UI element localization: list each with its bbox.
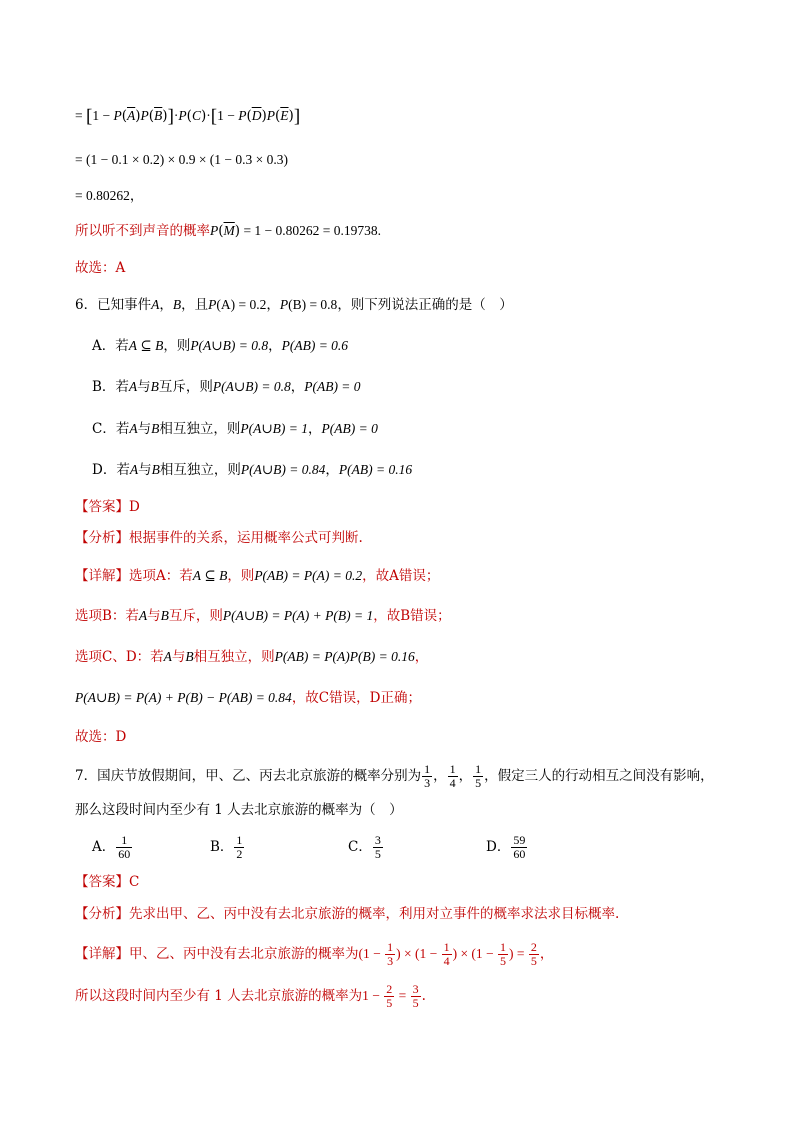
q6-analysis: 【分析】根据事件的关系，运用概率公式可判断. — [75, 530, 363, 546]
q6-detail-3: 选项C、D：若A与B相互独立，则P(AB) = P(A)P(B) = 0.16， — [75, 649, 429, 665]
q6-option-d: D．若A与B相互独立，则P(A∪B) = 0.84，P(AB) = 0.16 — [92, 462, 413, 478]
conclusion-line: 所以听不到声音的概率$P(\overline{M}) = 1 - 0.80262 = 0.19738$. — [75, 223, 382, 239]
q6-answer: 【答案】D — [75, 499, 140, 515]
q7-detail-2: 所以这段时间内至少有 1 人去北京旅游的概率为1 − $\frac{2}{5}$ = $\frac{3}{5}$ . — [75, 982, 426, 1010]
formula-line-3: = 0.80262， — [75, 188, 144, 203]
q7-option-c: C． $\frac{3}{5}$ — [348, 833, 381, 861]
q6-option-b: B．若A与B互斥，则P(A∪B) = 0.8，P(AB) = 0 — [92, 379, 361, 395]
q6-option-a: A．若A ⊆ B，则P(A∪B) = 0.8，P(AB) = 0.6 — [92, 338, 349, 354]
fraction: $\frac{1}{3}$ — [424, 762, 431, 790]
q6-stem: 6．已知事件A，B，且P(A) = 0.2，P(B) = 0.8，则下列说法正确的是（ ） — [75, 297, 513, 313]
fraction: $\frac{1}{5}$ — [475, 762, 482, 790]
q6-option-c: C．若A与B相互独立，则P(A∪B) = 1，P(AB) = 0 — [92, 421, 378, 437]
formula-line-2: = (1 − 0.1 × 0.2) × 0.9 × (1 − 0.3 × 0.3) — [75, 152, 289, 167]
q6-detail-4: P(A∪B) = P(A) + P(B) − P(AB) = 0.84，故C错误，D正确； — [75, 690, 421, 706]
q7-option-d: D． $\frac{59}{60}$ — [486, 833, 526, 861]
fraction: $\frac{1}{4}$ — [449, 762, 456, 790]
q7-stem-1: 7．国庆节放假期间，甲、乙、丙去北京旅游的概率分别为 $\frac{1}{3}$ ， $\frac{1}{4}$ ， $\frac{1}{5}$ ，假定三人的行动相互之间没有影响， — [75, 762, 714, 790]
q7-analysis: 【分析】先求出甲、乙、丙中没有去北京旅游的概率，利用对立事件的概率求法求目标概率. — [75, 906, 620, 922]
q7-answer: 【答案】C — [75, 874, 140, 890]
formula-line-1: = $[1 - P(\overline{A})P(\overline{B})]\cdot P(C)\cdot[1 - P(\overline{D})P(\overline{E})]$ — [75, 106, 301, 127]
q7-stem-2: 那么这段时间内至少有 1 人去北京旅游的概率为（ ） — [75, 802, 403, 818]
q6-final: 故选：D — [75, 729, 127, 745]
q6-detail-2: 选项B：若A与B互斥，则P(A∪B) = P(A) + P(B) = 1，故B错误； — [75, 608, 451, 624]
choice-line-prev: 故选：A — [75, 260, 126, 276]
q7-option-a: A． $\frac{1}{60}$ — [92, 833, 131, 861]
q7-option-b: B． $\frac{1}{2}$ — [210, 833, 243, 861]
q6-detail-1: 【详解】选项A：若A ⊆ B，则P(AB) = P(A) = 0.2，故A错误； — [75, 568, 440, 584]
q7-detail-1: 【详解】甲、乙、丙中没有去北京旅游的概率为(1 − $\frac{1}{3}$ ) × (1 − $\frac{1}{4}$ ) × (1 − $\frac{1}{5}$ ) = $\frac{2}{5}$ ， — [75, 940, 554, 968]
